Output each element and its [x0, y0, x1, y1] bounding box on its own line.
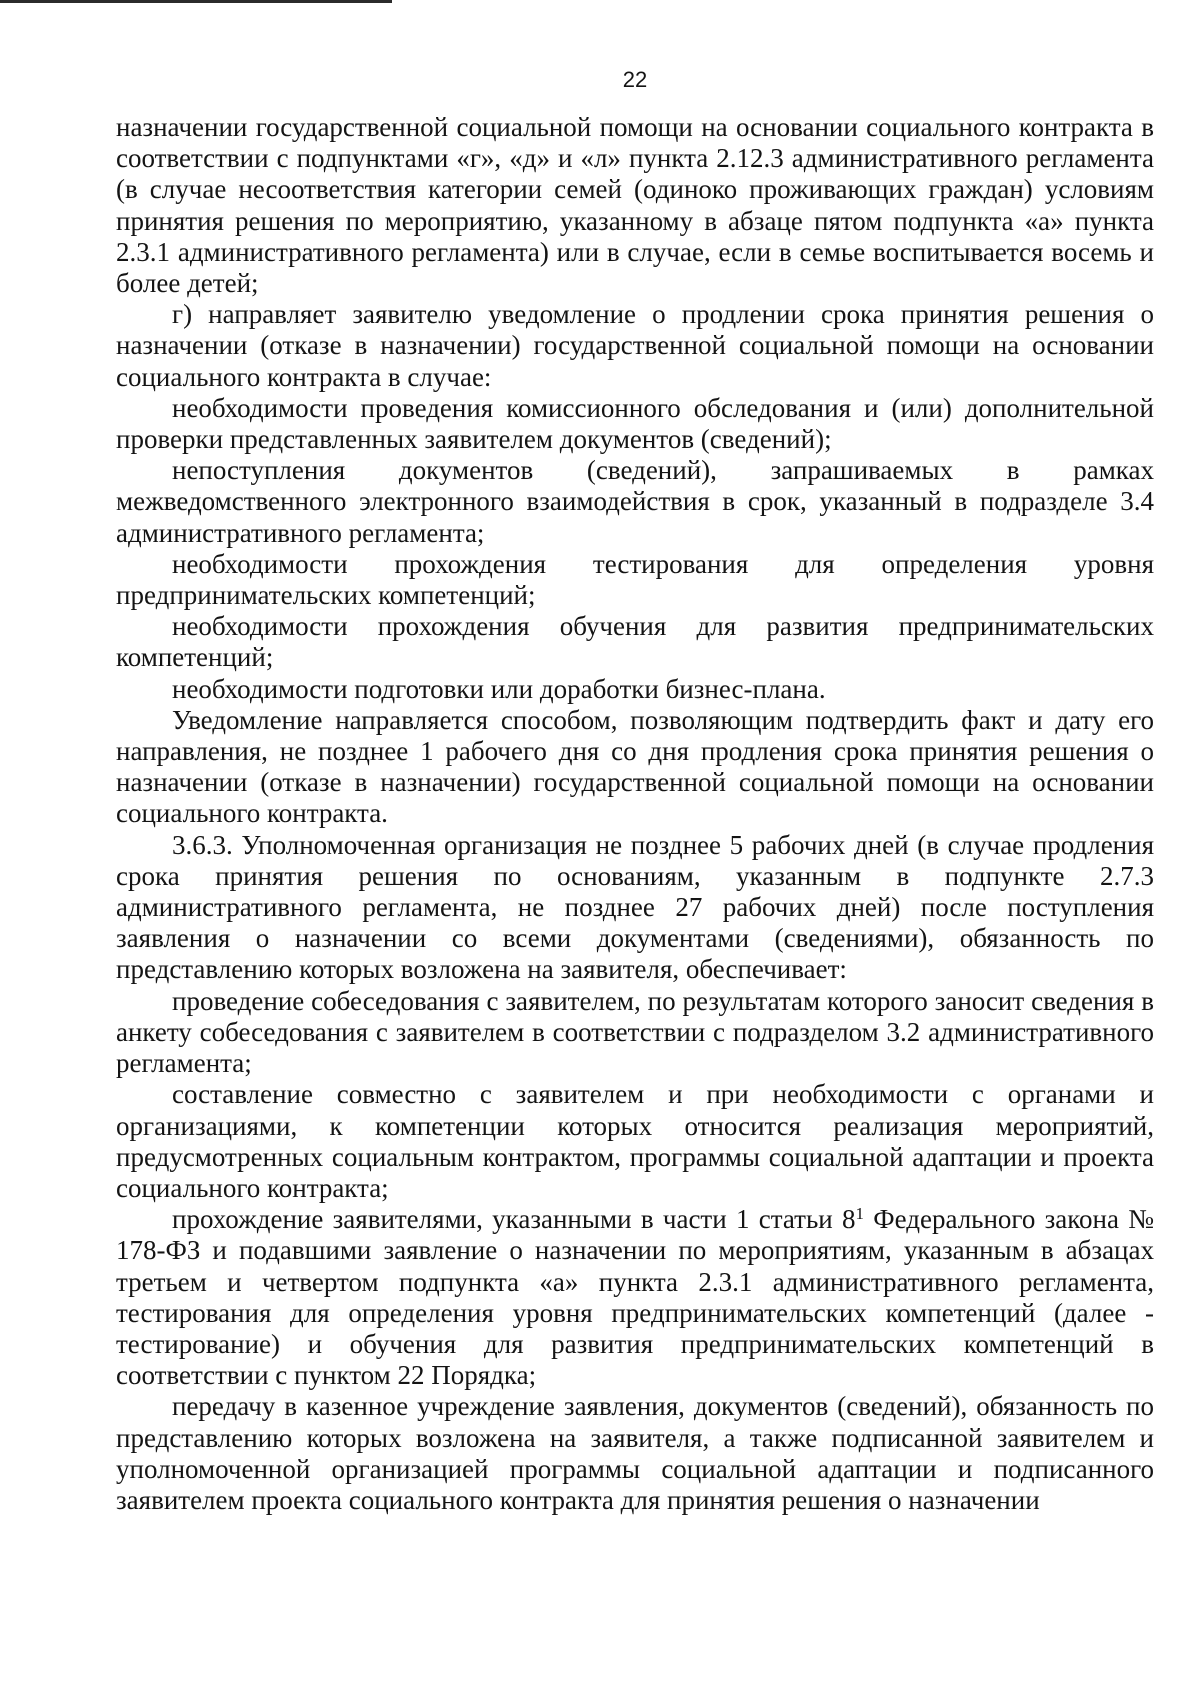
paragraph-text-after-sup: Федерального закона № 178-ФЗ и подавшими заявление о назначении по мероприятиям, указанным в абзацах третьем и четвертом подпункта «а» пункта 2.3.1 административного регламента, тестирования для определения уровня предпринимательских компетенций (далее - тестирование) и обучения для развития предпринимательских компетенций в соответствии с пунктом 22 Порядка;	[116, 1204, 1154, 1391]
paragraph-commission-inspection: необходимости проведения комиссионного обследования и (или) дополнительной проверки представленных заявителем документов (сведений);	[116, 392, 1154, 455]
superscript-mark: 1	[855, 1204, 864, 1224]
paragraph-interagency-documents: непоступления документов (сведений), запрашиваемых в рамках межведомственного электронного взаимодействия в срок, указанный в подразделе 3.4 административного регламента;	[116, 455, 1154, 548]
paragraph-continuation: назначении государственной социальной помощи на основании социального контракта в соответствии с подпунктами «г», «д» и «л» пункта 2.12.3 административного регламента (в случае несоответствия категории семей (одиноко проживающих граждан) условиям принятия решения по мероприятию, указанному в абзаце пятом подпункта «а» пункта 2.3.1 административного регламента) или в случае, если в семье воспитывается восемь и более детей;	[116, 112, 1154, 299]
paragraph-item-g: г) направляет заявителю уведомление о продлении срока принятия решения о назначении (отказе в назначении) государственной социальной помощи на основании социального контракта в случае:	[116, 299, 1154, 392]
paragraph-adaptation-program: составление совместно с заявителем и при необходимости с органами и организациями, к компетенции которых относится реализация мероприятий, предусмотренных социальным контрактом, программы социальной адаптации и проекта социального контракта;	[116, 1079, 1154, 1203]
paragraph-section-3-6-3: 3.6.3. Уполномоченная организация не позднее 5 рабочих дней (в случае продления срока принятия решения по основаниям, указанным в подпункте 2.7.3 административного регламента, не позднее 27 рабочих дней) после поступления заявления о назначении со всеми документами (сведениями), обязанность по представлению которых возложена на заявителя, обеспечивает:	[116, 829, 1154, 985]
paragraph-training: необходимости прохождения обучения для развития предпринимательских компетенций;	[116, 611, 1154, 673]
paragraph-business-plan: необходимости подготовки или доработки бизнес-плана.	[172, 673, 826, 704]
paragraph-text-before-sup: прохождение заявителями, указанными в части 1 статьи 8	[172, 1204, 856, 1235]
paragraph-notification: Уведомление направляется способом, позволяющим подтвердить факт и дату его направления, не позднее 1 рабочего дня со дня продления срока принятия решения о назначении (отказе в назначении) государственной социальной помощи на основании социального контракта.	[116, 704, 1154, 829]
page-number: 22	[622, 67, 648, 92]
scan-top-rule	[0, 0, 392, 3]
document-body	[116, 112, 1154, 1516]
paragraph-testing: необходимости прохождения тестирования для определения уровня предпринимательских компетенций;	[116, 548, 1154, 611]
paragraph-interview: проведение собеседования с заявителем, по результатам которого заносит сведения в анкету собеседования с заявителем в соответствии с подразделом 3.2 административного регламента;	[116, 985, 1154, 1079]
paragraph-testing-and-training	[116, 1204, 1154, 1391]
paragraph-transfer-documents: передачу в казенное учреждение заявления, документов (сведений), обязанность по представлению которых возложена на заявителя, а также подписанной заявителем и уполномоченной организацией программы социальной адаптации и подписанного заявителем проекта социального контракта для принятия решения о назначении	[116, 1391, 1154, 1515]
